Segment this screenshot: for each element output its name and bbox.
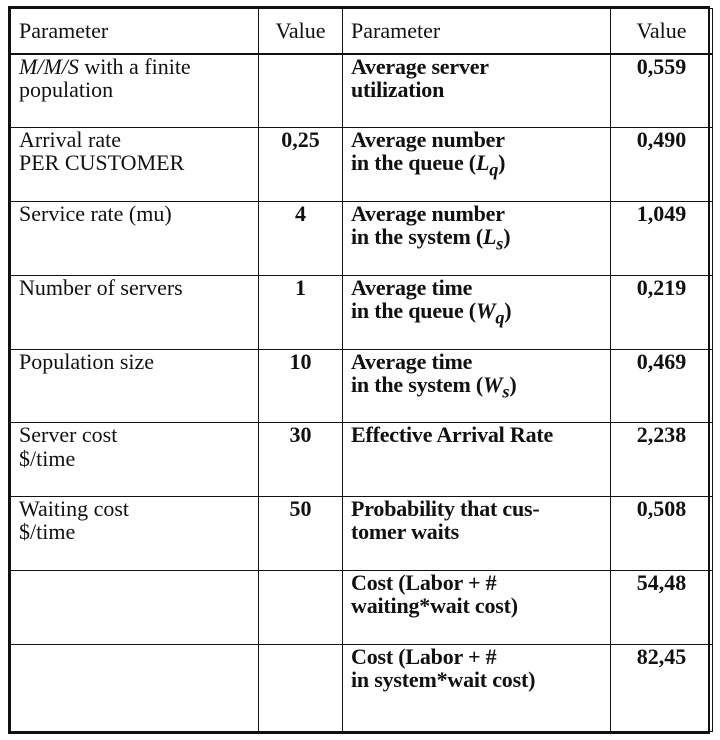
cell-line: population bbox=[19, 77, 114, 103]
table-row bbox=[11, 202, 713, 276]
cell-line: M/M/S with a finite bbox=[19, 54, 191, 79]
table-row bbox=[11, 423, 713, 497]
param-right-cell bbox=[343, 644, 611, 731]
value-left-cell bbox=[259, 644, 343, 731]
param-right-cell bbox=[343, 54, 611, 128]
param-left-cell bbox=[11, 349, 259, 423]
header-value-left: Value bbox=[259, 9, 343, 55]
cell-line: Population size bbox=[19, 348, 155, 374]
param-right-cell bbox=[343, 128, 611, 202]
cell-line: in the queue $(W_q)$ bbox=[351, 297, 512, 328]
value-left-cell: 1 bbox=[259, 275, 343, 349]
param-left-cell bbox=[11, 644, 259, 731]
cell-line: Effective Arrival Rate bbox=[351, 422, 554, 448]
value-left-cell bbox=[259, 571, 343, 645]
param-right-cell bbox=[343, 275, 611, 349]
value-right-cell: 0,559 bbox=[611, 54, 713, 128]
queue-results-table bbox=[10, 8, 713, 732]
header-row bbox=[11, 9, 713, 55]
cell-line: utilization bbox=[351, 77, 445, 103]
cell-line: Average number bbox=[351, 201, 505, 227]
cell-line: in the queue $(L_q)$ bbox=[351, 150, 506, 180]
cell-line: $/time bbox=[19, 519, 76, 545]
value-left-cell: 0,25 bbox=[259, 128, 343, 202]
cell-line: Average number bbox=[351, 127, 505, 153]
param-left-cell bbox=[11, 128, 259, 202]
value-right-cell: 0,469 bbox=[611, 349, 713, 423]
param-left-cell bbox=[11, 202, 259, 276]
header-value-right: Value bbox=[611, 9, 713, 55]
value-left-cell: 10 bbox=[259, 349, 343, 423]
cell-line: Probability that cus- bbox=[351, 496, 540, 522]
param-left-cell bbox=[11, 275, 259, 349]
table-row bbox=[11, 349, 713, 423]
table-row bbox=[11, 497, 713, 571]
cell-line: PER CUSTOMER bbox=[19, 150, 185, 176]
cell-line: tomer waits bbox=[351, 519, 459, 545]
header-parameter-right: Parameter bbox=[343, 9, 611, 55]
value-right-cell: 54,48 bbox=[611, 571, 713, 645]
param-right-cell bbox=[343, 571, 611, 645]
param-left-cell bbox=[11, 571, 259, 645]
param-right-cell bbox=[343, 497, 611, 571]
cell-line: Service rate (mu) bbox=[19, 201, 172, 227]
param-right-cell bbox=[343, 202, 611, 276]
value-right-cell: 0,508 bbox=[611, 497, 713, 571]
cell-line: Average time bbox=[351, 348, 473, 374]
param-left-cell bbox=[11, 423, 259, 497]
cell-line: in the system $(W_s)$ bbox=[351, 371, 517, 402]
cell-line: $/time bbox=[19, 445, 76, 471]
value-right-cell: 82,45 bbox=[611, 644, 713, 731]
param-right-cell bbox=[343, 423, 611, 497]
cell-line: Arrival rate bbox=[19, 127, 121, 153]
param-right-cell bbox=[343, 349, 611, 423]
value-left-cell: 30 bbox=[259, 423, 343, 497]
cell-line: Cost (Labor + # bbox=[351, 643, 497, 669]
cell-line: in the system $(L_s)$ bbox=[351, 224, 511, 254]
cell-line: waiting*wait cost) bbox=[351, 593, 518, 619]
cell-line: in system*wait cost) bbox=[351, 666, 536, 692]
value-left-cell: 50 bbox=[259, 497, 343, 571]
cell-line: Number of servers bbox=[19, 274, 183, 300]
value-right-cell: 0,490 bbox=[611, 128, 713, 202]
value-right-cell: 0,219 bbox=[611, 275, 713, 349]
param-left-cell bbox=[11, 54, 259, 128]
table-row bbox=[11, 644, 713, 731]
table-row bbox=[11, 54, 713, 128]
cell-line: Server cost bbox=[19, 422, 118, 448]
table-row bbox=[11, 275, 713, 349]
value-left-cell: 4 bbox=[259, 202, 343, 276]
value-left-cell bbox=[259, 54, 343, 128]
value-right-cell: 1,049 bbox=[611, 202, 713, 276]
cell-line: Waiting cost bbox=[19, 496, 130, 522]
value-right-cell: 2,238 bbox=[611, 423, 713, 497]
cell-line: Average time bbox=[351, 274, 473, 300]
cell-line: Cost (Labor + # bbox=[351, 570, 497, 596]
param-left-cell bbox=[11, 497, 259, 571]
queue-results-table-frame bbox=[8, 6, 710, 734]
cell-line: Average server bbox=[351, 54, 489, 79]
table-row bbox=[11, 571, 713, 645]
table-row bbox=[11, 128, 713, 202]
header-parameter-left: Parameter bbox=[11, 9, 259, 55]
